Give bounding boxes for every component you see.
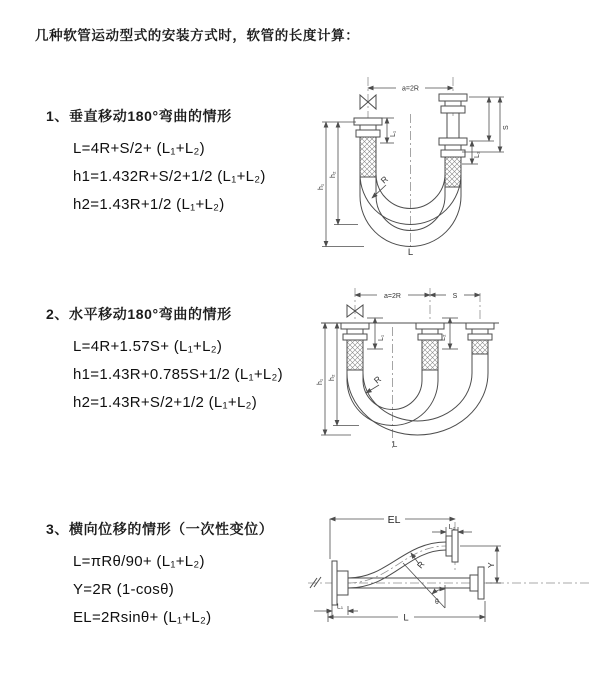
- dim-label-l2: L₂: [448, 524, 456, 531]
- section-2-heading: 2、水平移动180°弯曲的情形: [46, 306, 232, 322]
- formula-y: Y=2R (1-cosθ): [73, 581, 175, 598]
- formula-l: L=4R+S/2+ (L₁+L₂): [73, 140, 205, 157]
- dim-label-l1: L₁: [390, 130, 397, 137]
- total-length-label: L: [407, 247, 414, 258]
- left-flange: [354, 118, 382, 137]
- braided-hose-right: [445, 157, 461, 187]
- formula-h2: h2=1.43R+S/2+1/2 (L₁+L₂): [73, 394, 258, 411]
- dim-label-l2: L₂: [474, 151, 481, 158]
- dim-a-2r: [368, 86, 453, 93]
- dim-label-h1: h₁: [317, 378, 324, 385]
- radius-leader: [372, 174, 390, 198]
- dim-l1: [380, 118, 397, 143]
- angle-construction: [403, 563, 445, 608]
- dim-label-a2r: a=2R: [384, 293, 401, 300]
- radius-label: R: [414, 559, 427, 571]
- braided-hose-right: [472, 340, 488, 354]
- dim-label-l2: L₂: [440, 334, 447, 341]
- dim-l: [328, 601, 485, 624]
- formula-h2: h2=1.43R+1/2 (L₁+L₂): [73, 196, 225, 213]
- dim-label-h2: h₂: [329, 374, 336, 381]
- formula-el: EL=2Rsinθ+ (L₁+L₂): [73, 609, 212, 626]
- section-1-heading: 1、垂直移动180°弯曲的情形: [46, 108, 232, 124]
- radius-leader: [411, 553, 426, 570]
- dim-label-h2: h₂: [330, 171, 337, 178]
- formula-l: L=4R+1.57S+ (L₁+L₂): [73, 338, 223, 355]
- dim-label-s: S: [452, 293, 458, 300]
- centerlines: [355, 288, 480, 448]
- dim-label-y: Y: [486, 562, 496, 568]
- left-flange: [341, 323, 369, 340]
- formula-h1: h1=1.432R+S/2+1/2 (L₁+L₂): [73, 168, 266, 185]
- radius-label: R: [378, 173, 390, 186]
- diagram-horizontal-180-bend: [315, 285, 600, 455]
- angle-label: θ: [435, 599, 439, 606]
- formula-l: L=πRθ/90+ (L₁+L₂): [73, 553, 205, 570]
- radius-label: R: [371, 373, 383, 386]
- upper-flange: [446, 530, 458, 562]
- section-2: [46, 304, 283, 411]
- right-flange-lower: [439, 138, 467, 157]
- dim-label-a2r: a=2R: [402, 85, 419, 93]
- dim-s: [462, 97, 510, 152]
- left-flange: [332, 561, 348, 605]
- braided-hose-middle: [422, 340, 438, 370]
- dim-label-l1: L₁: [336, 603, 344, 611]
- dim-h1: [318, 122, 364, 247]
- right-flange-moved: [466, 323, 494, 340]
- total-length-label: L: [392, 439, 398, 449]
- dim-a-2r: [355, 293, 430, 300]
- pipe-break-symbol: [310, 577, 321, 588]
- braided-hose-left: [360, 137, 376, 177]
- right-flange: [470, 567, 484, 599]
- diagram-lateral-displacement: [300, 505, 600, 650]
- diagram-vertical-180-bend: [312, 74, 592, 259]
- formula-h1: h1=1.43R+0.785S+1/2 (L₁+L₂): [73, 366, 283, 383]
- dim-label-l: L: [403, 612, 409, 624]
- hose-u-bends: [347, 354, 488, 435]
- braided-hose-left: [347, 340, 363, 370]
- dim-label-s: S: [503, 125, 510, 130]
- dim-label-el: EL: [387, 514, 401, 526]
- dim-s: [430, 293, 480, 300]
- dim-el: [330, 514, 455, 559]
- radius-leader: [366, 374, 383, 393]
- section-3-heading: 3、横向位移的情形（一次性变位）: [46, 521, 274, 537]
- right-flange-upper: [439, 94, 467, 113]
- section-1: [46, 106, 266, 213]
- dim-label-l1: L₁: [378, 334, 385, 341]
- right-pipe: [447, 113, 459, 138]
- dim-l1: [314, 604, 358, 616]
- dim-label-h1: h₁: [318, 183, 325, 190]
- dim-h2: [330, 122, 358, 225]
- section-3: [46, 519, 273, 626]
- page-title: 几种软管运动型式的安装方式时，软管的长度计算：: [35, 28, 360, 43]
